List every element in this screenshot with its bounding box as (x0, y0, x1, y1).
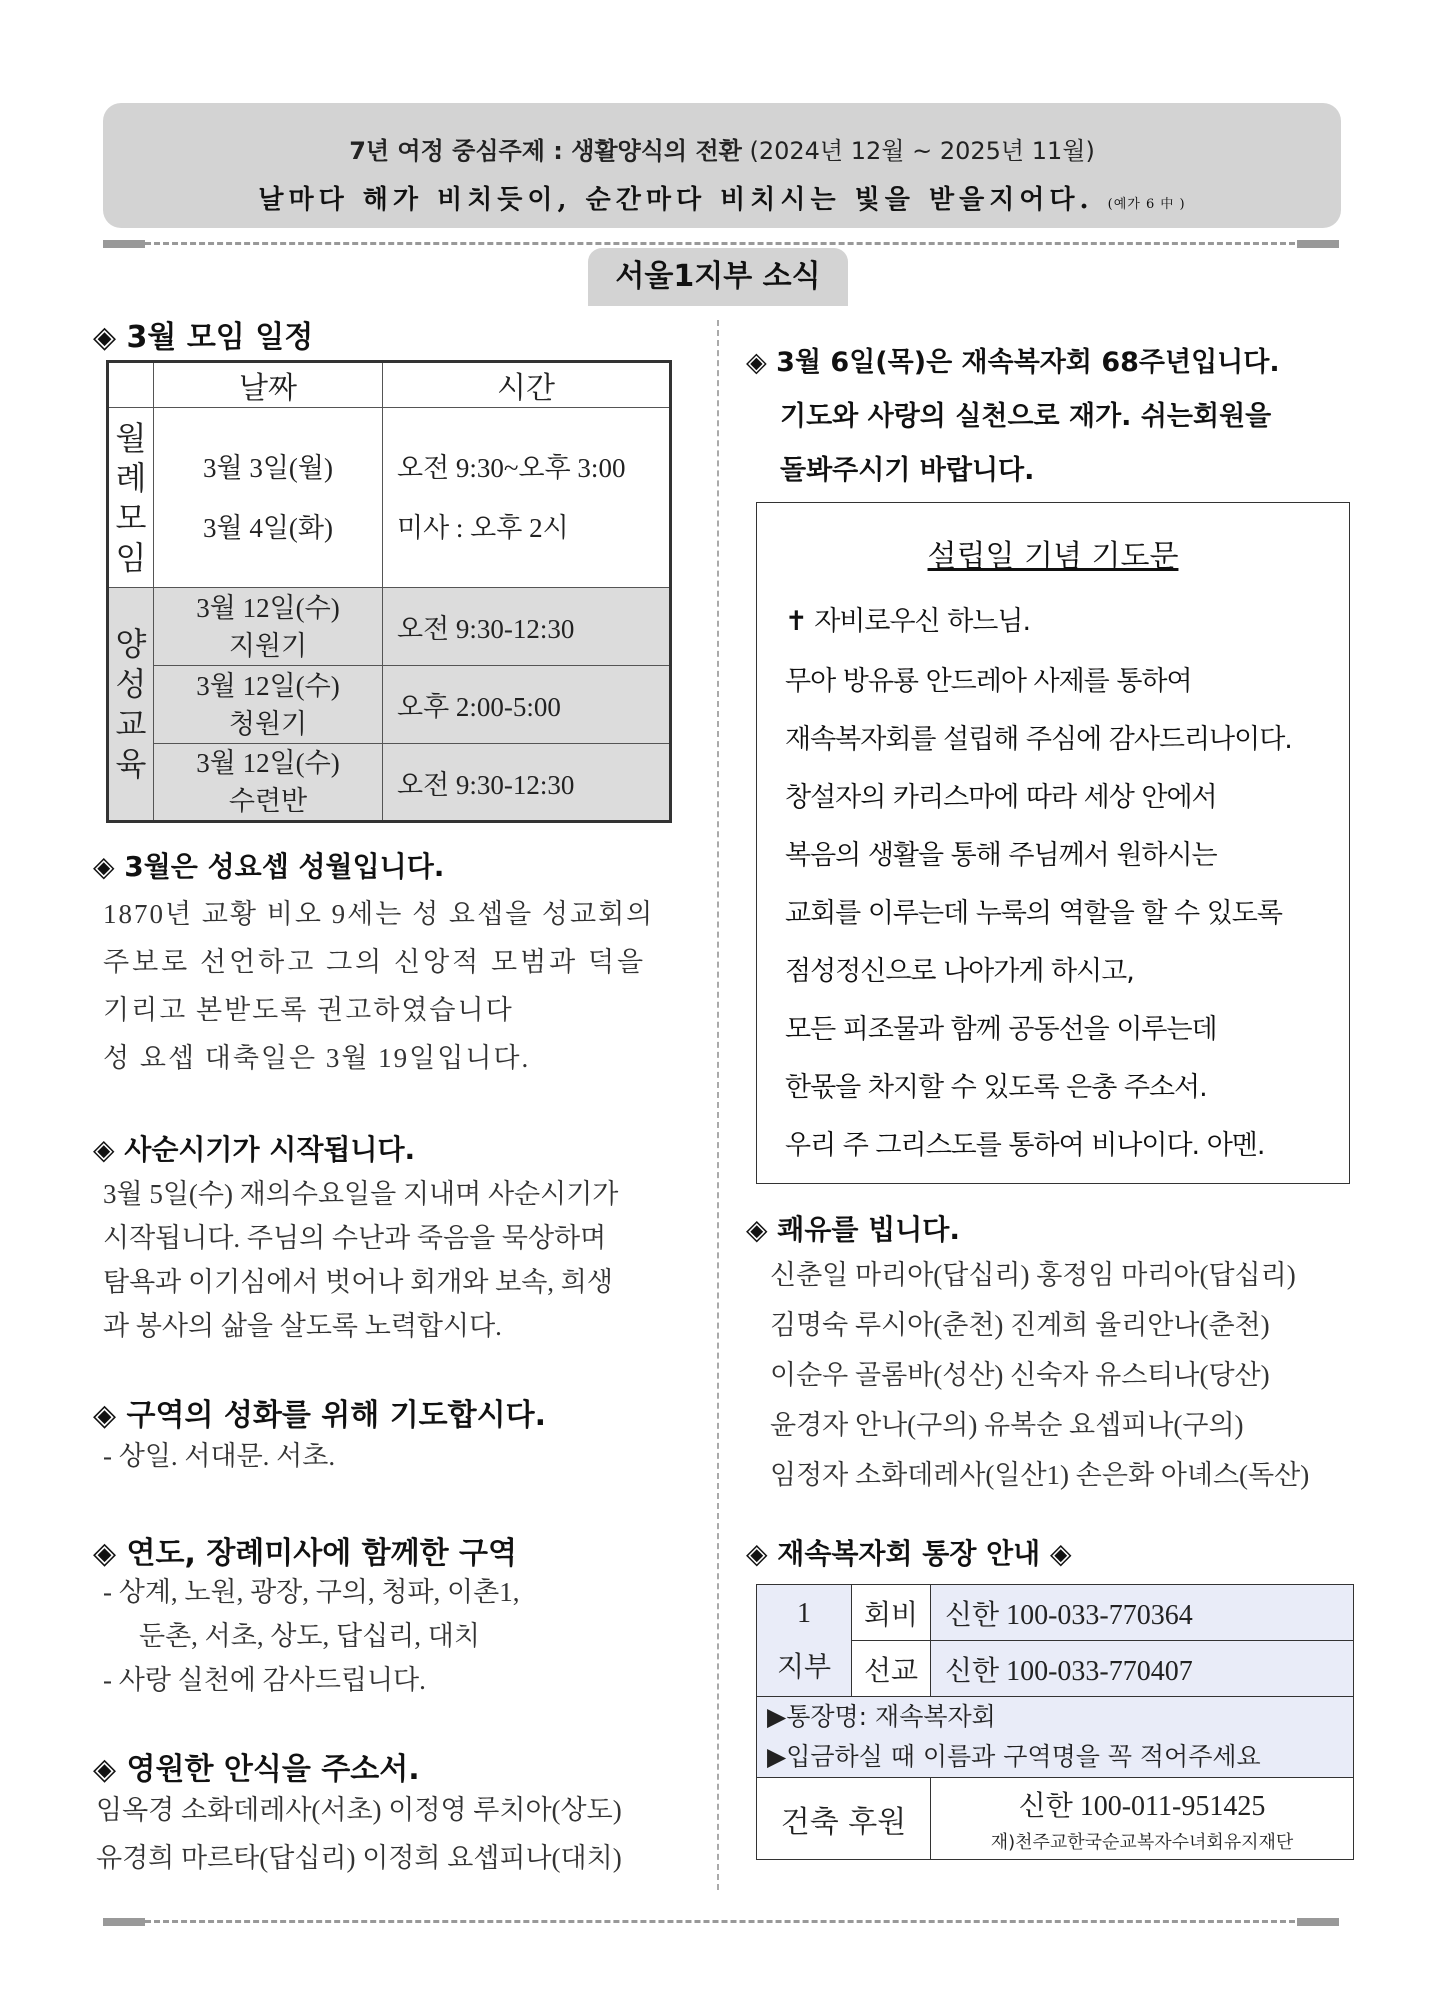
repose-heading: ◈ 영원한 안식을 주소서. (93, 1752, 420, 1787)
verse-source: (예가 6 中 ) (1107, 197, 1186, 212)
prayer-line: 재속복자회를 설립해 주심에 감사드리나이다. (785, 724, 1292, 755)
theme-range: (2024년 12월 ~ 2025년 11월) (749, 137, 1095, 165)
building-label: 건축 후원 (757, 1778, 931, 1860)
training-row-date: 3월 12일(수) 청원기 (154, 666, 383, 744)
prayer-line: 한몫을 차지할 수 있도록 은총 주소서. (785, 1072, 1207, 1103)
schedule-col-time: 시간 (383, 362, 671, 408)
deposit-note: ▶입금하실 때 이름과 구역명을 꼭 적어주세요 (767, 1742, 1261, 1771)
section-title: 서울1지부 소식 (588, 248, 848, 306)
account-notes (757, 1697, 1354, 1778)
top-rule (145, 242, 1295, 245)
schedule-col-date: 날짜 (154, 362, 383, 408)
prayer-line: 점성정신으로 나아가게 하시고, (785, 956, 1134, 987)
anniversary-notice: ◈ 3월 6일(목)은 재속복자회 68주년입니다. 기도와 사랑의 실천으로 재가. 쉬는회원을 돌봐주시기 바랍니다. (746, 347, 1280, 486)
joseph-body: 1870년 교황 비오 9세는 성 요셉을 성교회의 주보로 선언하고 그의 신앙적 모범과 덕을 기리고 본받도록 권고하였습니다 성 요셉 대축일은 3월 19일입니다. (103, 899, 655, 1073)
funeral-body: - 상계, 노원, 광장, 구의, 청파, 이촌1, 둔촌, 서초, 상도, 답십리, 대치 - 사랑 실천에 감사드립니다. (103, 1577, 520, 1695)
branch-label: 1 지부 (757, 1585, 852, 1697)
training-row-time: 오후 2:00-5:00 (383, 666, 671, 744)
prayer-line: 모든 피조물과 함께 공동선을 이루는데 (785, 1014, 1217, 1045)
training-label: 양 성 교 육 (108, 588, 154, 822)
districts-body: - 상일. 서대문. 서초. (103, 1441, 336, 1471)
rule-cap-left-bottom (103, 1918, 145, 1926)
theme-line (103, 131, 1341, 166)
monthly-times (383, 408, 671, 588)
prayer-line: 교회를 이루는데 누룩의 역할을 할 수 있도록 (785, 898, 1282, 929)
account-name-note: ▶통장명: 재속복자회 (767, 1702, 996, 1731)
monthly-meeting-label: 월 례 모 임 (108, 408, 154, 588)
training-row-time: 오전 9:30-12:30 (383, 744, 671, 822)
verse-text: 날마다 해가 비치듯이, 순간마다 비치시는 빛을 받을지어다. (258, 185, 1094, 215)
theme-text: 7년 여정 중심주제 : 생활양식의 전환 (349, 137, 742, 165)
districts-heading: ◈ 구역의 성화를 위해 기도합시다. (93, 1398, 546, 1433)
lent-body: 3월 5일(수) 재의수요일을 지내며 사순시기가 시작됩니다. 주님의 수난과 죽음을 묵상하며 탐욕과 이기심에서 벗어나 회개와 보속, 희생 과 봉사의 삶을 살도록 노력합시다. (103, 1179, 619, 1341)
rule-cap-right-bottom (1297, 1918, 1339, 1926)
monthly-date-1: 3월 3일(월) (203, 452, 333, 483)
training-row-date: 3월 12일(수) 지원기 (154, 588, 383, 666)
rule-cap-right-top (1297, 240, 1339, 248)
account-number: 신한 100-033-770364 (931, 1585, 1354, 1641)
recovery-heading: ◈ 쾌유를 빕니다. (746, 1213, 960, 1246)
training-row-date: 3월 12일(수) 수련반 (154, 744, 383, 822)
bank-heading: ◈ 재속복자회 통장 안내 ◈ (746, 1537, 1072, 1570)
monthly-time-2: 미사 : 오후 2시 (397, 512, 569, 543)
monthly-date-2: 3월 4일(화) (203, 512, 333, 543)
column-divider (717, 320, 719, 1890)
prayer-line: 무아 방유룡 안드레아 사제를 통하여 (785, 666, 1192, 697)
prayer-line: 우리 주 그리스도를 통하여 비나이다. 아멘. (785, 1130, 1265, 1161)
schedule-corner (108, 362, 154, 408)
monthly-dates (154, 408, 383, 588)
rule-cap-left-top (103, 240, 145, 248)
joseph-heading: ◈ 3월은 성요셉 성월입니다. (93, 850, 445, 883)
header-banner (103, 103, 1341, 228)
bottom-rule (145, 1920, 1295, 1923)
prayer-line: ✝ 자비로우신 하느님. (785, 606, 1031, 637)
account-kind: 회비 (852, 1585, 931, 1641)
prayer-line: 복음의 생활을 통해 주님께서 원하시는 (785, 840, 1217, 871)
anniversary-prayer-box (756, 502, 1350, 1184)
lent-heading: ◈ 사순시기가 시작됩니다. (93, 1133, 416, 1166)
prayer-title: 설립일 기념 기도문 (927, 539, 1179, 574)
verse-line (103, 179, 1341, 216)
repose-body: 임옥경 소화데레사(서초) 이정영 루치아(상도) 유경희 마르타(답십리) 이정희 요셉피나(대치) (96, 1795, 622, 1873)
recovery-body: 신춘일 마리아(답십리) 홍정임 마리아(답십리) 김명숙 루시아(춘천) 진계희 율리안나(춘천) 이순우 골롬바(성산) 신숙자 유스티나(당산) 윤경자 안나(구의) 유복순 요셉피나(구의) 임정자 소화데레사(일산1) 손은화 아녜스(독산) (770, 1260, 1310, 1490)
prayer-line: 창설자의 카리스마에 따라 세상 안에서 (785, 782, 1217, 813)
bank-account-table (756, 1584, 1354, 1860)
monthly-time-1: 오전 9:30~오후 3:00 (397, 452, 626, 483)
schedule-table (106, 360, 672, 823)
account-kind: 선교 (852, 1641, 931, 1697)
building-account: 신한 100-011-951425 재)천주교한국순교복자수녀회유지재단 (931, 1778, 1354, 1860)
funeral-heading: ◈ 연도, 장례미사에 함께한 구역 (93, 1536, 518, 1571)
schedule-heading: ◈ 3월 모임 일정 (93, 320, 314, 355)
account-number: 신한 100-033-770407 (931, 1641, 1354, 1697)
training-row-time: 오전 9:30-12:30 (383, 588, 671, 666)
